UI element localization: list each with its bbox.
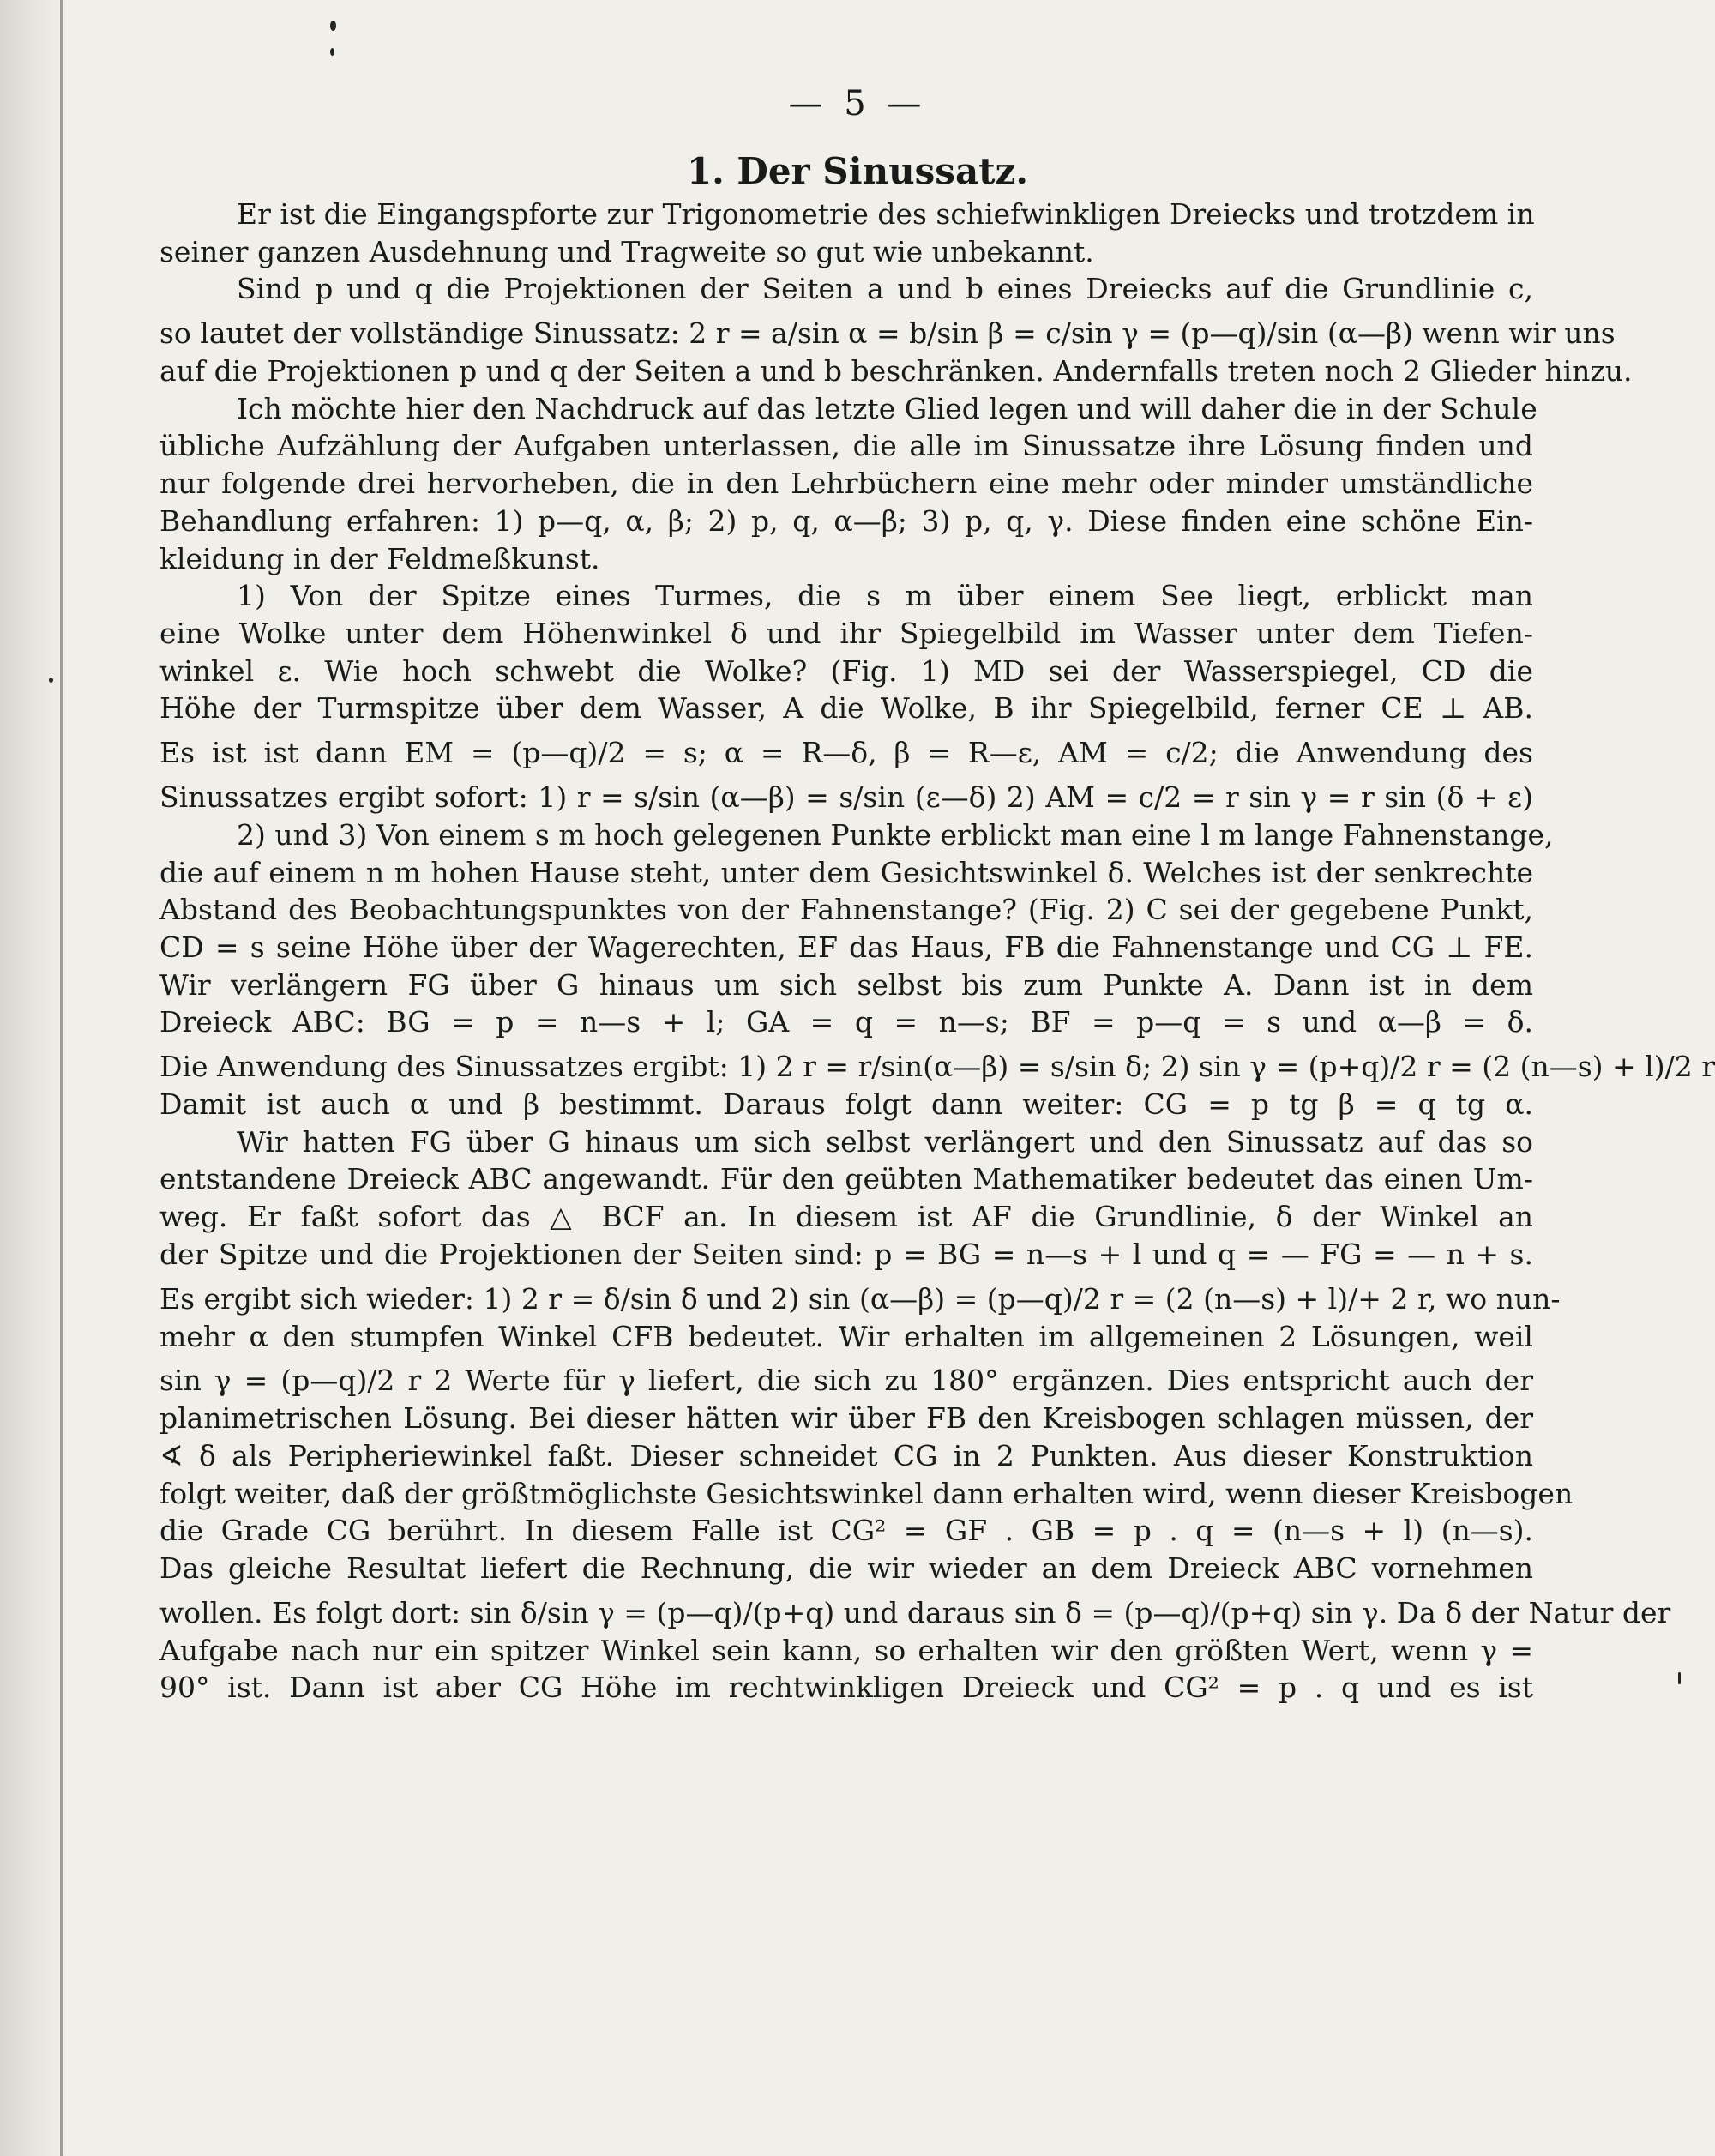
section-title: 1. Der Sinussatz. [686,150,1029,192]
text-line: entstandene Dreieck ABC angewandt. Für den geübten Mathematiker bedeutet das einen Um- [159,1162,1533,1196]
book-spine-shadow [0,0,67,2156]
text-line: weg. Er faßt sofort das △ BCF an. In diesem ist AF die Grundlinie, δ der Winkel an [159,1200,1533,1234]
spine-edge-line [60,0,63,2156]
speck-mark [330,48,334,56]
text-line: kleidung in der Feldmeßkunst. [159,541,600,575]
text-line: Wir hatten FG über G hinaus um sich selbst verlängert und den Sinussatz auf das so [237,1124,1533,1159]
text-line: 1) Von der Spitze eines Turmes, die s m über einem See liegt, erblickt man [237,579,1533,613]
text-line: Es ist ist dann EM = (p—q)/2 = s; α = R—δ, β = R—ε, AM = c/2; die Anwendung des [159,735,1533,769]
speck-mark [330,21,336,31]
text-line: auf die Projektionen p und q der Seiten a und b beschränken. Andernfalls treten noch 2 Glieder hinzu. [159,354,1633,388]
text-line: Damit ist auch α und β bestimmt. Daraus folgt dann weiter: CG = p tg β = q tg α. [159,1087,1533,1122]
text-line: seiner ganzen Ausdehnung und Tragweite so gut wie unbekannt. [159,234,1094,268]
text-line: Es ergibt sich wieder: 1) 2 r = δ/sin δ und 2) sin (α—β) = (p—q)/2 r = (2 (n—s) + l)/+ 2 r, wo nun- [159,1281,1561,1316]
speck-mark [1678,1672,1681,1684]
text-line: der Spitze und die Projektionen der Seiten sind: p = BG = n—s + l und q = — FG = — n + s. [159,1237,1533,1271]
text-line: Wir verlängern FG über G hinaus um sich selbst bis zum Punkte A. Dann ist in dem [159,967,1533,1002]
page-number: — 5 — [788,84,927,123]
text-line: Dreieck ABC: BG = p = n—s + l; GA = q = n—s; BF = p—q = s und α—β = δ. [159,1005,1533,1039]
text-line: mehr α den stumpfen Winkel CFB bedeutet. Wir erhalten im allgemeinen 2 Lösungen, weil [159,1319,1533,1353]
text-line: winkel ε. Wie hoch schwebt die Wolke? (Fig. 1) MD sei der Wasserspiegel, CD die [159,653,1533,688]
text-line: übliche Aufzählung der Aufgaben unterlassen, die alle im Sinussatze ihre Lösung finden und [159,429,1533,463]
text-line: die Grade CG berührt. In diesem Falle ist CG² = GF . GB = p . q = (n—s + l) (n—s). [159,1514,1533,1548]
text-line: wollen. Es folgt dort: sin δ/sin γ = (p—q)/(p+q) und daraus sin δ = (p—q)/(p+q) sin γ. Da δ der Natur der [159,1595,1671,1629]
text-line: Höhe der Turmspitze über dem Wasser, A die Wolke, B ihr Spiegelbild, ferner CE ⊥ AB. [159,691,1533,726]
text-line: Ich möchte hier den Nachdruck auf das letzte Glied legen und will daher die in der Schule [237,391,1537,425]
text-line: Behandlung erfahren: 1) p—q, α, β; 2) p, q, α—β; 3) p, q, γ. Diese finden eine schöne Ein- [159,503,1533,538]
text-line: eine Wolke unter dem Höhenwinkel δ und ihr Spiegelbild im Wasser unter dem Tiefen- [159,616,1533,650]
text-line: CD = s seine Höhe über der Wagerechten, EF das Haus, FB die Fahnenstange und CG ⊥ FE. [159,930,1533,964]
text-line: Sinussatzes ergibt sofort: 1) r = s/sin (α—β) = s/sin (ε—δ) 2) AM = c/2 = r sin γ = r sin (δ + ε) [159,780,1533,814]
text-line: planimetrischen Lösung. Bei dieser hätten wir über FB den Kreisbogen schlagen müssen, der [159,1401,1533,1436]
body-text [159,196,1715,1707]
text-line: die auf einem n m hohen Hause steht, unter dem Gesichtswinkel δ. Welches ist der senkrechte [159,855,1533,889]
text-line: 90° ist. Dann ist aber CG Höhe im rechtwinkligen Dreieck und CG² = p . q und es ist [159,1671,1533,1705]
text-line: Abstand des Beobachtungspunktes von der Fahnenstange? (Fig. 2) C sei der gegebene Punkt, [159,893,1533,927]
text-line: nur folgende drei hervorheben, die in den Lehrbüchern eine mehr oder minder umständliche [159,467,1533,501]
text-line: Sind p und q die Projektionen der Seiten a und b eines Dreiecks auf die Grundlinie c, [237,272,1533,306]
text-line: sin γ = (p—q)/2 r 2 Werte für γ liefert, die sich zu 180° ergänzen. Dies entspricht auch der [159,1364,1533,1398]
text-line: ∢ δ als Peripheriewinkel faßt. Dieser schneidet CG in 2 Punkten. Aus dieser Konstruktion [159,1438,1533,1472]
text-line: Aufgabe nach nur ein spitzer Winkel sein kann, so erhalten wir den größten Wert, wenn γ = [159,1633,1533,1667]
text-line: Er ist die Eingangspforte zur Trigonometrie des schiefwinkligen Dreiecks und trotzdem in [237,197,1535,231]
text-line: folgt weiter, daß der größtmöglichste Gesichtswinkel dann erhalten wird, wenn dieser Kreisbogen [159,1476,1574,1510]
text-line: Die Anwendung des Sinussatzes ergibt: 1) 2 r = r/sin(α—β) = s/sin δ; 2) sin γ = (p+q)/2 r = (2 (n—s) + l)/2 r [159,1050,1715,1084]
text-line: so lautet der vollständige Sinussatz: 2 r = a/sin α = b/sin β = c/sin γ = (p—q)/sin (α—β) wenn wir uns [159,316,1616,351]
speck-mark [49,678,53,683]
text-line: Das gleiche Resultat liefert die Rechnung, die wir wieder an dem Dreieck ABC vornehmen [159,1551,1533,1585]
text-line: 2) und 3) Von einem s m hoch gelegenen Punkte erblickt man eine l m lange Fahnenstange, [237,817,1554,852]
